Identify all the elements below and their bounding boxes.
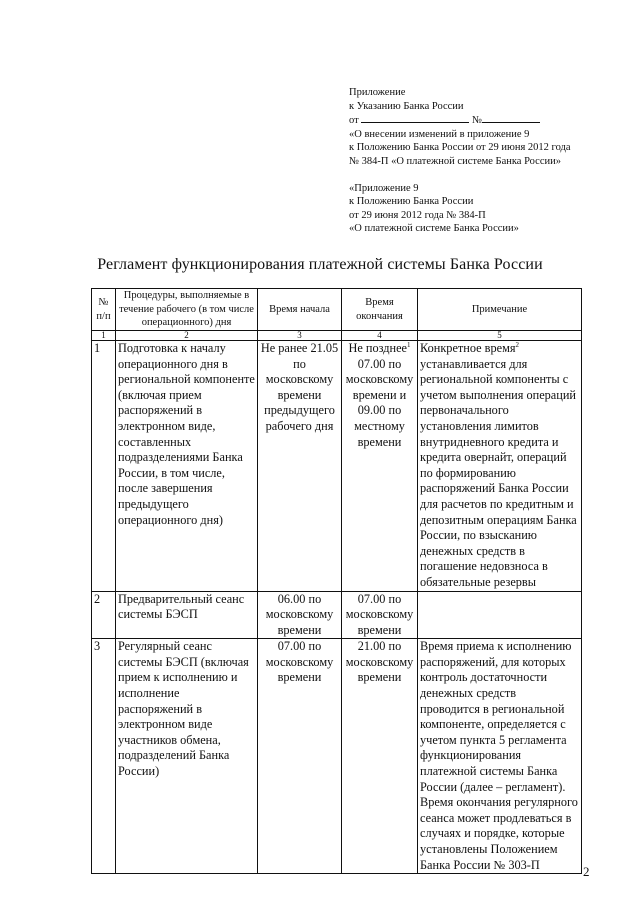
row-num: 3 (92, 639, 116, 874)
row-end-time (342, 341, 418, 592)
col-header-procedures: Процедуры, выполняемые в течение рабочего (в том числе операционного) дня (116, 289, 258, 331)
regulation-table (91, 288, 582, 874)
row-note (418, 639, 582, 874)
row-num: 2 (92, 591, 116, 639)
header-line: к Положению Банка России (349, 196, 474, 208)
col-number: 2 (116, 331, 258, 341)
row-note (418, 341, 582, 592)
col-number: 5 (418, 331, 582, 341)
date-prefix: от (349, 115, 359, 127)
col-header-end: Время окончания (342, 289, 418, 331)
footnote-ref: 2 (515, 340, 520, 349)
col-number: 1 (92, 331, 116, 341)
row-note (418, 591, 582, 639)
end-rest: 07.00 по московскому времени и 09.00 по местному времени (345, 356, 414, 449)
document-title: Регламент функционирования платежной системы Банка России (97, 256, 543, 273)
row-start-time: 06.00 по московскому времени (258, 591, 342, 639)
header-line: Приложение (349, 87, 406, 98)
number-sign: № (471, 115, 482, 127)
table-row (92, 591, 582, 639)
table-row (92, 639, 582, 874)
note-rest: устанавливается для региональной компоненты с учетом выполнения операций первоначального установления лимитов внутридневного кредита и кредита овернайт, операций по формированию распоряжений Банка России для расчетов по кредитным и депозитным операциям Банка России, по взысканию денежных средств в погашение недовзноса в обязательные резервы (420, 356, 577, 589)
table-row (92, 341, 582, 592)
column-number-row (92, 331, 582, 341)
col-header-note: Примечание (418, 289, 582, 331)
date-blank (361, 113, 469, 123)
note-prefix: Конкретное время (420, 341, 516, 355)
header-line: «О внесении изменений в приложение 9 (349, 128, 530, 140)
header-line: «О платежной системе Банка России» (349, 223, 519, 235)
header-date-number-line (349, 113, 629, 128)
number-blank (482, 113, 540, 123)
row-end-time: 07.00 по московскому времени (342, 591, 418, 639)
col-header-num: № п/п (92, 289, 116, 331)
footnote-ref: 1 (407, 340, 411, 349)
col-number: 3 (258, 331, 342, 341)
row-num: 1 (92, 341, 116, 592)
header-line: «Приложение 9 (349, 182, 419, 194)
row-start-time: 07.00 по московскому времени (258, 639, 342, 874)
row-end-time: 21.00 по московскому времени (342, 639, 418, 874)
row-procedure: Регулярный сеанс системы БЭСП (включая прием к исполнению и исполнение распоряжений в электронном виде участников обмена, подразделений Банка России) (116, 639, 258, 874)
note-paragraph: Время приема к исполнению распоряжений, для которых контроль достаточности денежных средств проводится в региональной компоненте, определяется с учетом пункта 5 регламента функционирования платежной системы Банка России (далее – регламент). (420, 639, 572, 794)
row-start-time: Не ранее 21.05 по московскому времени предыдущего рабочего дня (258, 341, 342, 592)
appendix-header (349, 86, 629, 236)
col-number: 4 (342, 331, 418, 341)
end-prefix: Не позднее (348, 341, 408, 355)
page-number: 2 (583, 864, 590, 879)
table-header-row (92, 289, 582, 331)
note-paragraph: Время окончания регулярного сеанса может продлеваться в случаях и порядке, которые установлены Положением Банка России № 303-П (420, 795, 578, 872)
row-procedure: Подготовка к началу операционного дня в региональной компоненте (включая прием распоряжений в электронном виде, составленных подразделениями Банка России, в том числе, после завершения предыдущего операционного дня) (116, 341, 258, 592)
header-line: от 29 июня 2012 года № 384-П (349, 209, 486, 221)
header-line: к Указанию Банка России (349, 100, 464, 112)
header-line: № 384-П «О платежной системе Банка России» (349, 155, 561, 167)
header-line: к Положению Банка России от 29 июня 2012 года (349, 142, 571, 154)
row-procedure: Предварительный сеанс системы БЭСП (116, 591, 258, 639)
col-header-start: Время начала (258, 289, 342, 331)
